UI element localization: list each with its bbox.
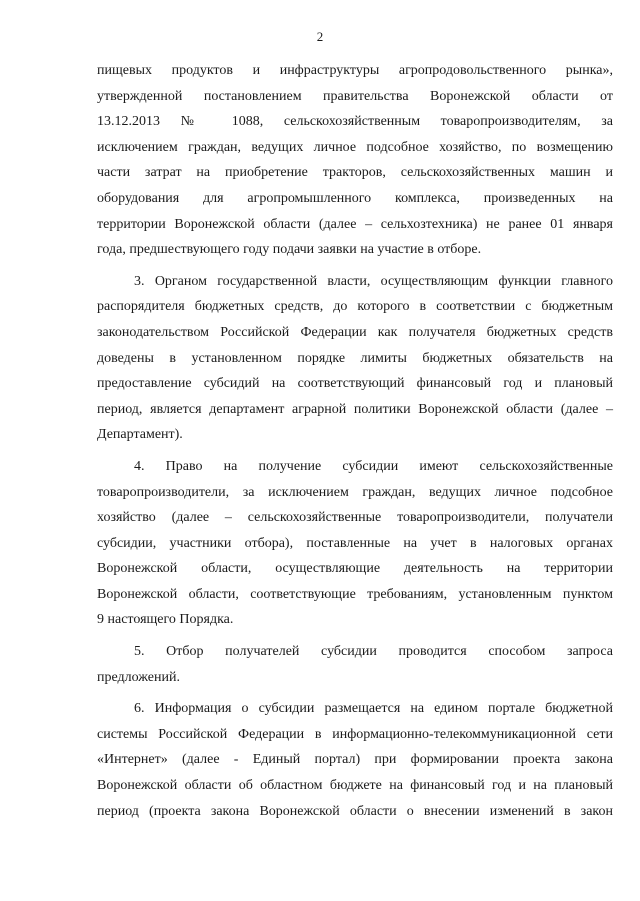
text-line: распорядителя бюджетных средств, до которого в соответствии с бюджетным: [97, 299, 613, 315]
text-line: 9 настоящего Порядка.: [97, 612, 234, 628]
paragraph-item-3: [97, 269, 613, 448]
text-line: оборудования для агропромышленного комплекса, произведенных на: [97, 190, 613, 206]
text-line: Воронежской области, соответствующие требованиям, установленным пунктом: [97, 586, 613, 602]
text-line: «Интернет» (далее - Единый портал) при формировании проекта закона: [97, 752, 613, 768]
text-line: субсидии, участники отбора), поставленные на учет в налоговых органах: [97, 535, 613, 551]
text-line: товаропроизводители, за исключением граждан, ведущих личное подсобное: [97, 484, 613, 500]
text-line: исключением граждан, ведущих личное подсобное хозяйство, по возмещению: [97, 139, 613, 155]
text-line: хозяйство (далее – сельскохозяйственные товаропроизводители, получатели: [97, 510, 613, 526]
text-line: 5. Отбор получателей субсидии проводится способом запроса: [134, 644, 613, 660]
text-line: предоставление субсидий на соответствующий финансовый год и плановый: [97, 376, 613, 392]
text-line: 3. Органом государственной власти, осуществляющим функции главного: [134, 273, 613, 289]
text-line: предложений.: [97, 669, 180, 685]
text-line: 4. Право на получение субсидии имеют сельскохозяйственные: [134, 458, 613, 474]
paragraph-item-6: [97, 696, 613, 824]
paragraph-continuation: [97, 58, 613, 263]
text-line: части затрат на приобретение тракторов, сельскохозяйственных машин и: [97, 165, 613, 181]
text-line: период (проекта закона Воронежской области о внесении изменений в закон: [97, 803, 613, 819]
text-line: 13.12.2013 № 1088, сельскохозяйственным товаропроизводителям, за: [97, 114, 613, 130]
text-line: законодательством Российской Федерации как получателя бюджетных средств: [97, 324, 613, 340]
text-line: пищевых продуктов и инфраструктуры агропродовольственного рынка»,: [97, 63, 613, 78]
text-line: территории Воронежской области (далее – сельхозтехника) не ранее 01 января: [97, 216, 613, 232]
text-line: Департамент).: [97, 427, 183, 443]
text-line: доведены в установленном порядке лимиты бюджетных обязательств на: [97, 350, 613, 366]
paragraph-item-5: [97, 639, 613, 690]
text-line: Воронежской области, осуществляющие деятельность на территории: [97, 561, 613, 577]
text-line: года, предшествующего году подачи заявки на участие в отборе.: [97, 242, 482, 258]
text-line: утвержденной постановлением правительства Воронежской области от: [97, 88, 613, 104]
text-line: Воронежской области об областном бюджете на финансовый год и на плановый: [97, 778, 613, 794]
text-line: 6. Информация о субсидии размещается на едином портале бюджетной: [134, 701, 613, 717]
document-body: [97, 58, 613, 824]
page-number: 2: [316, 29, 324, 44]
paragraph-item-4: [97, 454, 613, 633]
text-line: системы Российской Федерации в информационно-телекоммуникационной сети: [97, 726, 613, 742]
text-line: период, является департамент аграрной политики Воронежской области (далее –: [97, 401, 613, 417]
